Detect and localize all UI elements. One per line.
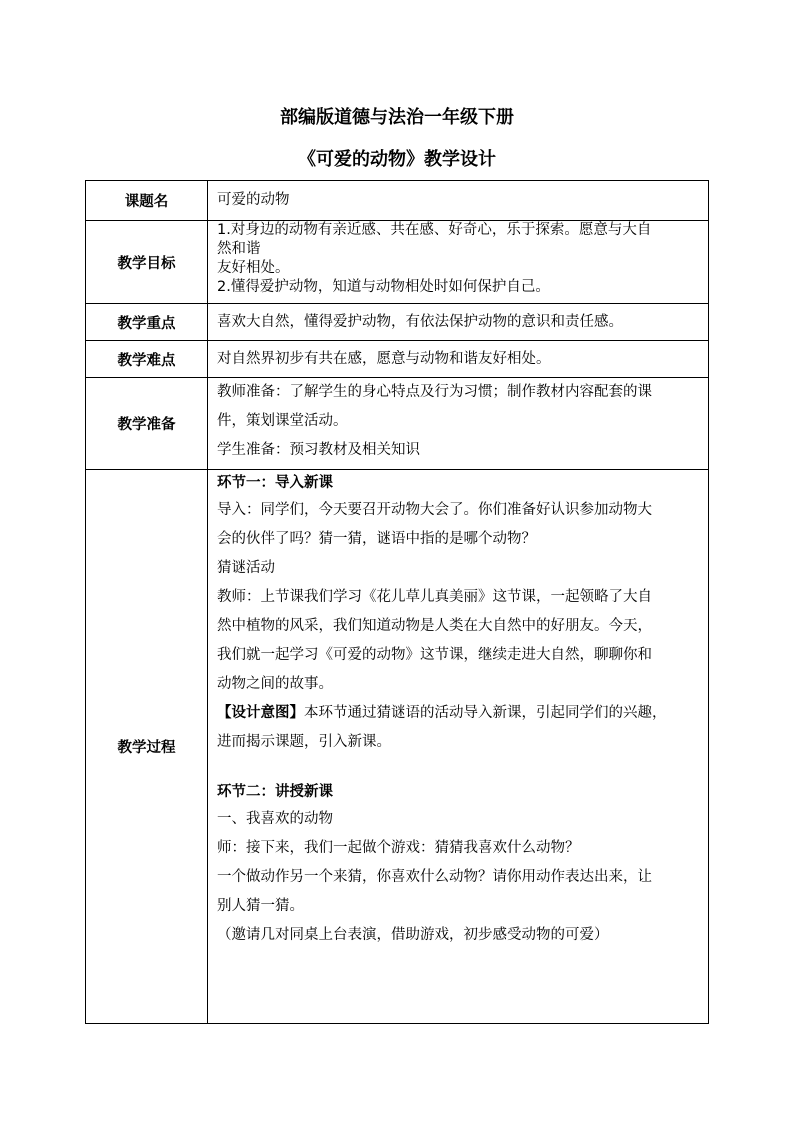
table-row-process bbox=[86, 470, 709, 1024]
label-process: 教学过程 bbox=[86, 470, 208, 1024]
process-line: 教师：上节课我们学习《花儿草儿真美丽》这节课，一起领略了大自 bbox=[217, 589, 652, 605]
label-preparation: 教学准备 bbox=[86, 378, 208, 470]
value-process bbox=[208, 470, 709, 1024]
objective-line: 友好相处。 bbox=[217, 260, 290, 276]
process-line: 然中植物的风采，我们知道动物是人类在大自然中的好朋友。今天， bbox=[217, 618, 652, 634]
value-objectives bbox=[208, 221, 709, 304]
objective-line: 2.懂得爱护动物，知道与动物相处时如何保护自己。 bbox=[217, 279, 550, 295]
process-line: （邀请几对同桌上台表演，借助游戏，初步感受动物的可爱） bbox=[217, 927, 609, 943]
process-line: 一、我喜欢的动物 bbox=[217, 811, 333, 827]
process-line: 进而揭示课题，引入新课。 bbox=[217, 734, 391, 750]
label-difficulties: 教学难点 bbox=[86, 341, 208, 378]
process-line: 导入：同学们，今天要召开动物大会了。你们准备好认识参加动物大 bbox=[217, 502, 652, 518]
process-line: 一个做动作另一个来猜，你喜欢什么动物？请你用动作表达出来，让 bbox=[217, 869, 652, 885]
section1-heading: 环节一：导入新课 bbox=[217, 475, 333, 491]
objective-line: 1.对身边的动物有亲近感、共在感、好奇心，乐于探索。愿意与大自 bbox=[217, 222, 652, 238]
table-row-difficulties bbox=[86, 341, 709, 378]
design-intent-tag: 【设计意图】 bbox=[217, 705, 304, 721]
document-title: 部编版道德与法治一年级下册 bbox=[280, 107, 514, 128]
process-line: 师：接下来，我们一起做个游戏：猜猜我喜欢什么动物？ bbox=[217, 840, 580, 856]
table-row-objectives bbox=[86, 221, 709, 304]
process-line: 会的伙伴了吗？猜一猜，谜语中指的是哪个动物？ bbox=[217, 531, 536, 547]
value-key-points: 喜欢大自然，懂得爱护动物，有依法保护动物的意识和责任感。 bbox=[208, 304, 709, 341]
spacer bbox=[217, 757, 702, 779]
table-row-preparation bbox=[86, 378, 709, 470]
objective-line: 然和谐 bbox=[217, 241, 261, 257]
design-intent-text: 本环节通过猜谜语的活动导入新课，引起同学们的兴趣， bbox=[304, 705, 667, 721]
label-key-points: 教学重点 bbox=[86, 304, 208, 341]
preparation-line: 教师准备：了解学生的身心特点及行为习惯；制作教材内容配套的课 bbox=[217, 384, 652, 400]
process-line: 猜谜活动 bbox=[217, 560, 275, 576]
value-topic: 可爱的动物 bbox=[208, 181, 709, 221]
process-line: 动物之间的故事。 bbox=[217, 676, 333, 692]
table-row-topic bbox=[86, 181, 709, 221]
label-topic: 课题名 bbox=[86, 181, 208, 221]
process-line: 我们就一起学习《可爱的动物》这节课，继续走进大自然，聊聊你和 bbox=[217, 647, 652, 663]
value-difficulties: 对自然界初步有共在感，愿意与动物和谐友好相处。 bbox=[208, 341, 709, 378]
lesson-plan-table bbox=[85, 180, 709, 1024]
preparation-line: 件，策划课堂活动。 bbox=[217, 413, 348, 429]
value-preparation bbox=[208, 378, 709, 470]
document-subtitle: 《可爱的动物》教学设计 bbox=[298, 149, 496, 170]
table-row-key-points bbox=[86, 304, 709, 341]
design-intent bbox=[217, 699, 702, 728]
preparation-line: 学生准备：预习教材及相关知识 bbox=[217, 442, 420, 458]
section2-heading: 环节二：讲授新课 bbox=[217, 784, 333, 800]
label-objectives: 教学目标 bbox=[86, 221, 208, 304]
process-line: 别人猜一猜。 bbox=[217, 898, 304, 914]
